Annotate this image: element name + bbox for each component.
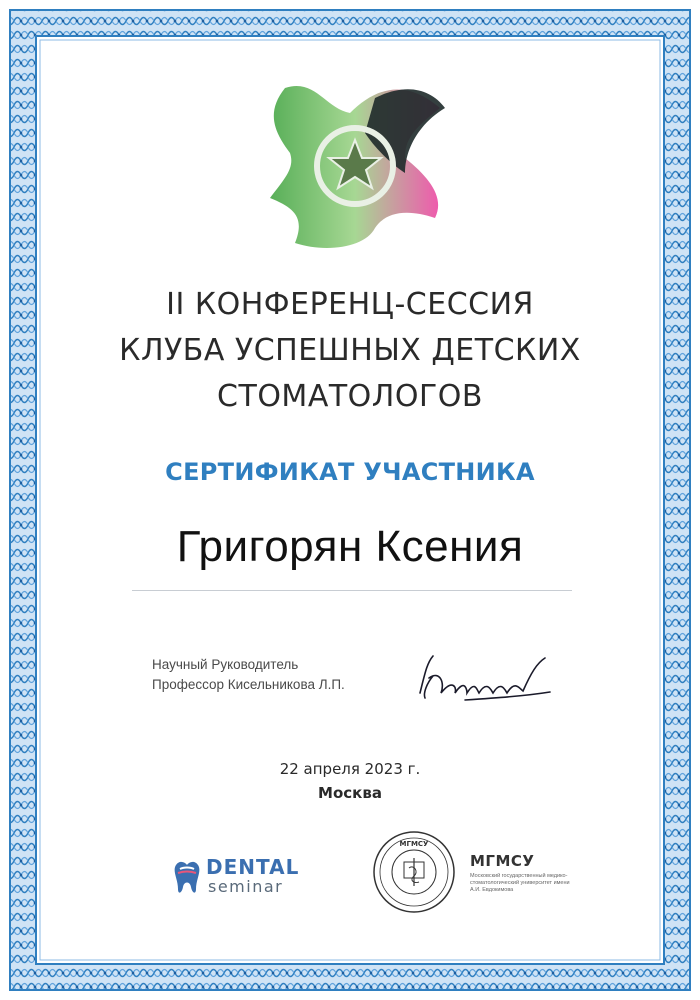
conference-title [60, 282, 640, 420]
supervisor-role: Научный Руководитель [152, 657, 299, 672]
certificate-label: СЕРТИФИКАТ УЧАСТНИКА [165, 458, 535, 486]
supervisor-block [152, 655, 345, 695]
dental-bottom-text: seminar [208, 877, 284, 896]
event-date: 22 апреля 2023 г. [279, 760, 421, 778]
seal-text: МГМСУ [399, 840, 429, 848]
signature-icon [405, 648, 555, 708]
title-line-3: СТОМАТОЛОГОВ [217, 379, 483, 414]
university-full-name: Московский государственный медико-стоматологический университет имени А.И. Евдокимова [470, 873, 570, 893]
star-logo-icon [255, 78, 455, 258]
university-seal-icon [372, 830, 456, 914]
name-underline [132, 590, 572, 591]
university-block [470, 852, 590, 894]
event-city: Москва [318, 784, 382, 802]
recipient-name: Григорян Ксения [176, 522, 524, 571]
title-line-2: КЛУБА УСПЕШНЫХ ДЕТСКИХ [119, 333, 581, 368]
date-block [60, 757, 640, 805]
dental-seminar-logo [172, 855, 322, 900]
supervisor-name: Профессор Кисельникова Л.П. [152, 677, 345, 692]
title-line-1: II КОНФЕРЕНЦ-СЕССИЯ [166, 287, 534, 322]
tooth-icon [172, 859, 202, 895]
university-abbr: МГМСУ [470, 852, 535, 870]
dental-top-text: DENTAL [206, 855, 300, 879]
